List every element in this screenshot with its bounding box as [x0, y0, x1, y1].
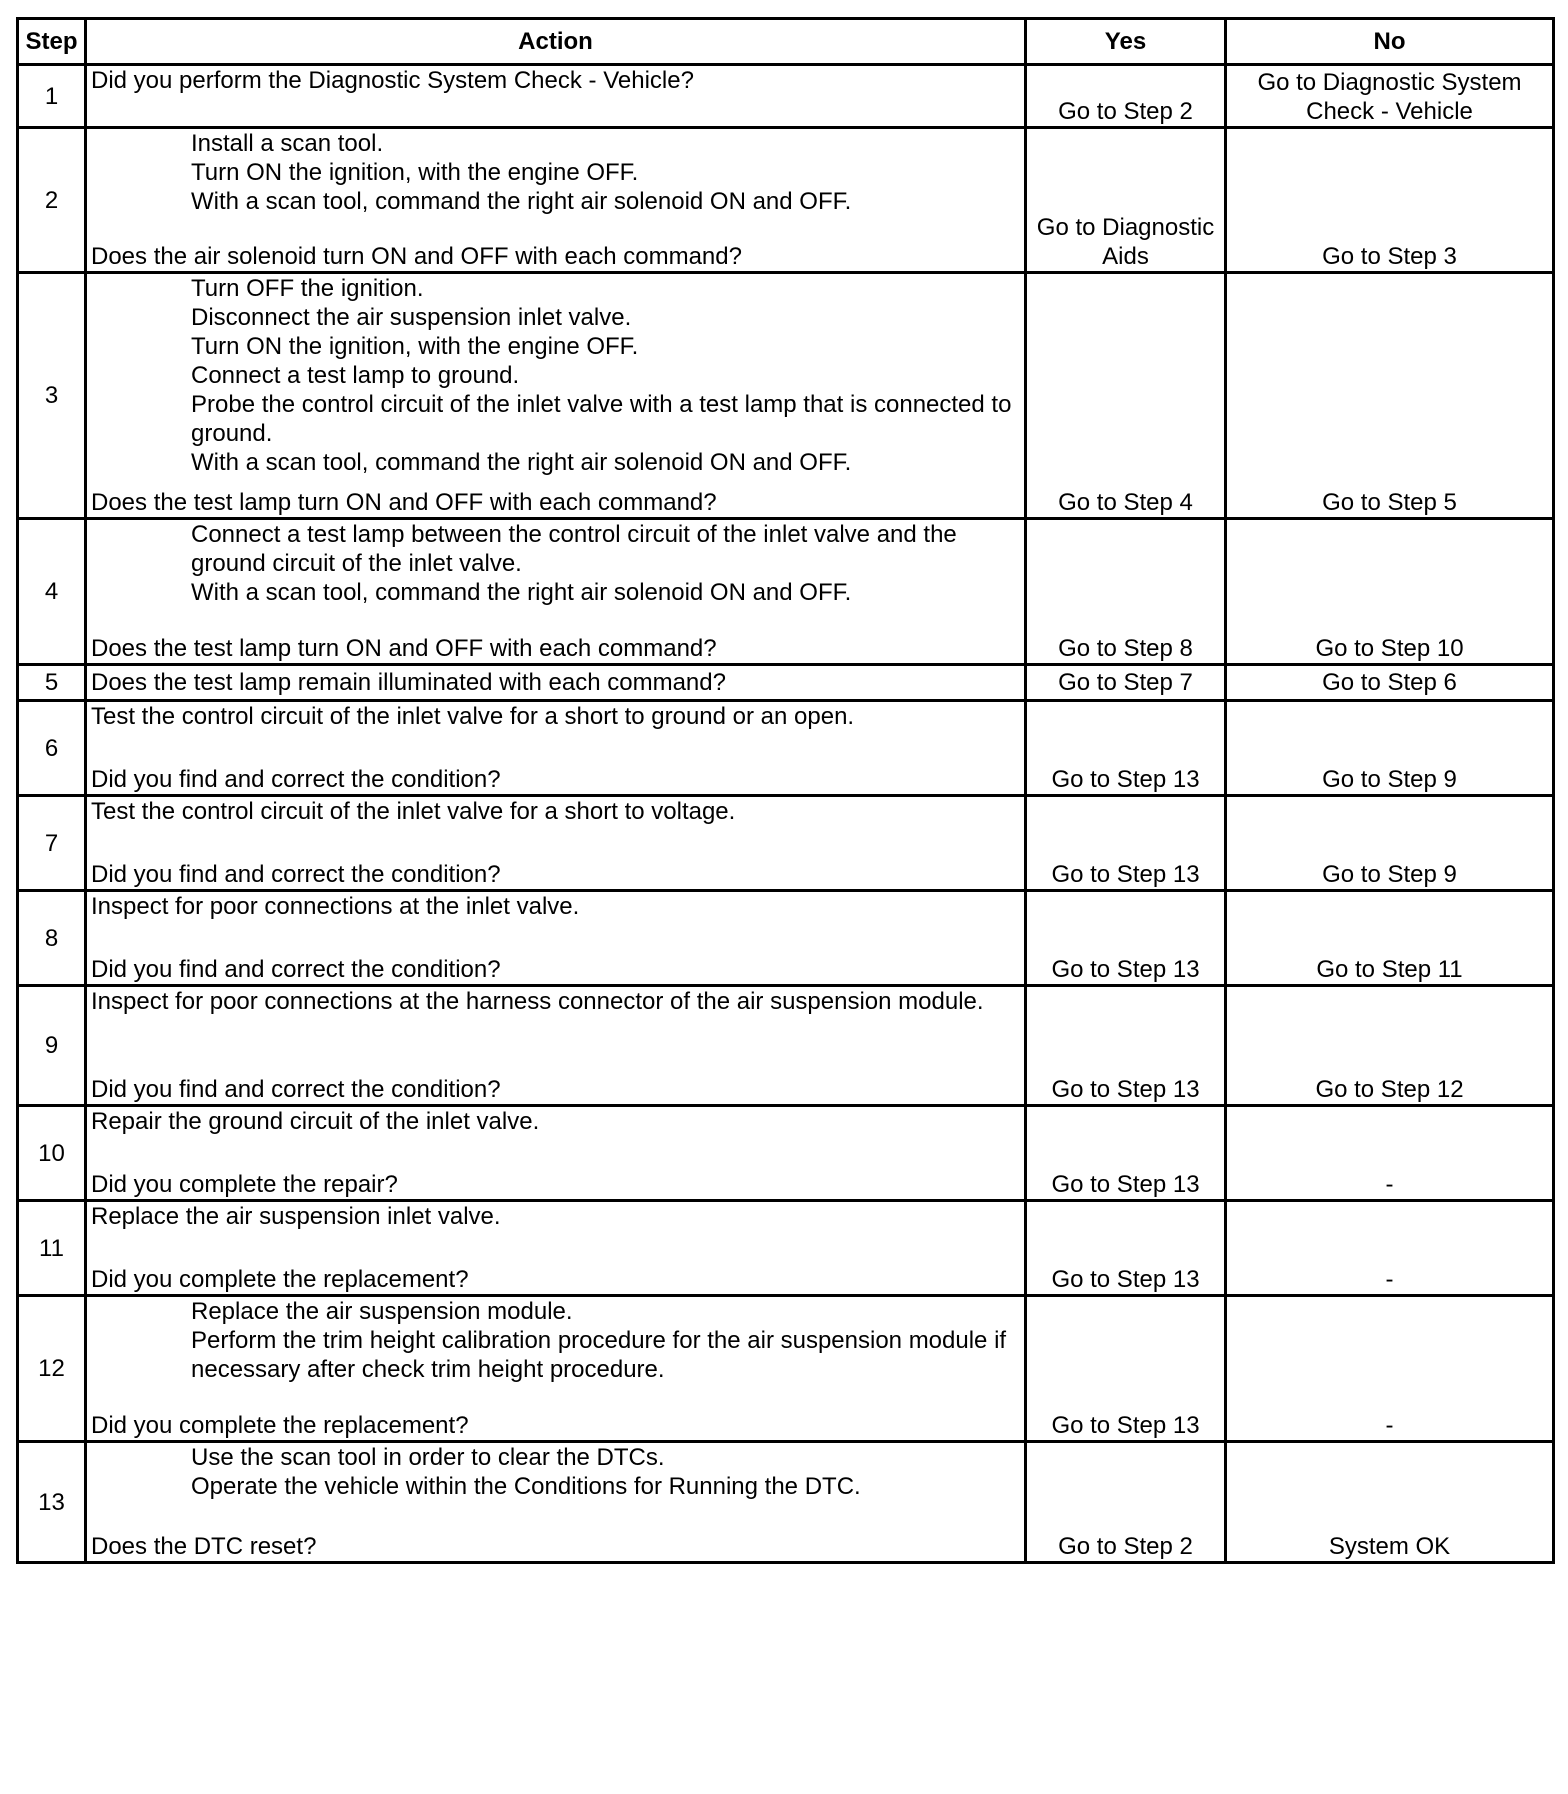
- yes-result: Go to Step 2: [1026, 65, 1226, 128]
- action-content: [91, 129, 1020, 271]
- action-cell: [86, 273, 1026, 519]
- table-row: [18, 65, 1554, 128]
- step-number: 12: [18, 1296, 86, 1442]
- no-result: Go to Step 5: [1226, 273, 1554, 519]
- table-row: [18, 519, 1554, 665]
- instruction-item: With a scan tool, command the right air solenoid ON and OFF.: [191, 188, 852, 215]
- action-intro-text: Test the control circuit of the inlet valve for a short to ground or an open.: [91, 703, 855, 730]
- no-result: -: [1226, 1201, 1554, 1296]
- action-content: [91, 666, 1020, 699]
- no-result: Go to Step 10: [1226, 519, 1554, 665]
- table-row: [18, 273, 1554, 519]
- step-number: 2: [18, 128, 86, 273]
- action-content: [91, 274, 1020, 517]
- instruction-item: Use the scan tool in order to clear the DTCs.: [191, 1444, 665, 1471]
- action-question: Does the air solenoid turn ON and OFF with each command?: [91, 243, 742, 270]
- action-question: Did you perform the Diagnostic System Check - Vehicle?: [91, 67, 694, 94]
- instruction-list: [91, 129, 1020, 216]
- action-question: Did you find and correct the condition?: [91, 766, 501, 793]
- action-cell: [86, 519, 1026, 665]
- no-result: -: [1226, 1106, 1554, 1201]
- action-cell: [86, 65, 1026, 128]
- no-result: Go to Step 11: [1226, 891, 1554, 986]
- no-result: Go to Step 12: [1226, 986, 1554, 1106]
- no-result: -: [1226, 1296, 1554, 1442]
- instruction-item: Turn ON the ignition, with the engine OFF.: [191, 333, 639, 360]
- table-row: [18, 1106, 1554, 1201]
- no-result: Go to Step 6: [1226, 665, 1554, 701]
- step-number: 3: [18, 273, 86, 519]
- action-cell: [86, 1106, 1026, 1201]
- step-number: 11: [18, 1201, 86, 1296]
- instruction-item: Connect a test lamp to ground.: [191, 362, 520, 389]
- action-top: [91, 1297, 1020, 1384]
- action-top: [91, 1107, 1020, 1136]
- action-question: Did you find and correct the condition?: [91, 956, 501, 983]
- step-number: 1: [18, 65, 86, 128]
- yes-result: Go to Step 4: [1026, 273, 1226, 519]
- action-top: [91, 129, 1020, 216]
- table-body: [18, 65, 1554, 1563]
- action-cell: [86, 796, 1026, 891]
- instruction-item: With a scan tool, command the right air solenoid ON and OFF.: [191, 449, 852, 476]
- action-top: [91, 1202, 1020, 1231]
- action-question: Did you complete the replacement?: [91, 1266, 469, 1293]
- action-intro-text: Replace the air suspension inlet valve.: [91, 1203, 501, 1230]
- step-number: 9: [18, 986, 86, 1106]
- action-content: [91, 1107, 1020, 1199]
- action-question: Did you find and correct the condition?: [91, 861, 501, 888]
- table-row: [18, 1201, 1554, 1296]
- instruction-item: Replace the air suspension module.: [191, 1298, 573, 1325]
- header-yes: Yes: [1026, 19, 1226, 65]
- action-question: Does the DTC reset?: [91, 1533, 317, 1560]
- action-cell: [86, 1442, 1026, 1563]
- action-top: [91, 274, 1020, 477]
- no-result: System OK: [1226, 1442, 1554, 1563]
- table-row: [18, 665, 1554, 701]
- header-step: Step: [18, 19, 86, 65]
- instruction-item: Probe the control circuit of the inlet valve with a test lamp that is connected to ground.: [191, 391, 1012, 447]
- yes-result: Go to Step 2: [1026, 1442, 1226, 1563]
- action-top: [91, 702, 1020, 731]
- instruction-item: Perform the trim height calibration procedure for the air suspension module if necessary after check trim height procedure.: [191, 1327, 1007, 1383]
- action-content: [91, 702, 1020, 794]
- action-question: Did you complete the replacement?: [91, 1412, 469, 1439]
- table-row: [18, 986, 1554, 1106]
- action-question: Did you complete the repair?: [91, 1171, 398, 1198]
- table-row: [18, 1442, 1554, 1563]
- instruction-list: [91, 520, 1020, 607]
- yes-result: Go to Step 13: [1026, 1106, 1226, 1201]
- step-number: 8: [18, 891, 86, 986]
- step-number: 13: [18, 1442, 86, 1563]
- instruction-item: With a scan tool, command the right air solenoid ON and OFF.: [191, 579, 852, 606]
- no-result: Go to Step 3: [1226, 128, 1554, 273]
- action-intro-text: Inspect for poor connections at the inlet valve.: [91, 893, 580, 920]
- diagnostic-procedure-table: [16, 17, 1555, 1564]
- table-row: [18, 701, 1554, 796]
- action-top: [91, 892, 1020, 921]
- header-action: Action: [86, 19, 1026, 65]
- action-cell: [86, 128, 1026, 273]
- table-row: [18, 891, 1554, 986]
- action-question: Did you find and correct the condition?: [91, 1076, 501, 1103]
- action-top: [91, 797, 1020, 826]
- action-content: [91, 520, 1020, 663]
- action-question: Does the test lamp turn ON and OFF with each command?: [91, 635, 717, 662]
- instruction-item: Turn ON the ignition, with the engine OFF.: [191, 159, 639, 186]
- action-content: [91, 1297, 1020, 1440]
- instruction-item: Operate the vehicle within the Conditions for Running the DTC.: [191, 1473, 861, 1500]
- no-result: Go to Diagnostic System Check - Vehicle: [1226, 65, 1554, 128]
- action-content: [91, 797, 1020, 889]
- no-result: Go to Step 9: [1226, 796, 1554, 891]
- action-intro-text: Test the control circuit of the inlet valve for a short to voltage.: [91, 798, 736, 825]
- yes-result: Go to Step 13: [1026, 701, 1226, 796]
- instruction-item: Disconnect the air suspension inlet valve.: [191, 304, 632, 331]
- yes-result: Go to Diagnostic Aids: [1026, 128, 1226, 273]
- instruction-list: [91, 1297, 1020, 1384]
- step-number: 5: [18, 665, 86, 701]
- yes-result: Go to Step 13: [1026, 796, 1226, 891]
- yes-result: Go to Step 8: [1026, 519, 1226, 665]
- step-number: 4: [18, 519, 86, 665]
- no-result: Go to Step 9: [1226, 701, 1554, 796]
- instruction-list: [91, 274, 1020, 477]
- action-content: [91, 1202, 1020, 1294]
- yes-result: Go to Step 13: [1026, 891, 1226, 986]
- action-intro-text: Repair the ground circuit of the inlet valve.: [91, 1108, 540, 1135]
- yes-result: Go to Step 7: [1026, 665, 1226, 701]
- action-question: Does the test lamp remain illuminated with each command?: [91, 669, 726, 696]
- action-cell: [86, 1296, 1026, 1442]
- step-number: 6: [18, 701, 86, 796]
- step-number: 10: [18, 1106, 86, 1201]
- instruction-item: Install a scan tool.: [191, 130, 384, 157]
- action-content: [91, 892, 1020, 984]
- yes-result: Go to Step 13: [1026, 986, 1226, 1106]
- action-top: [91, 1443, 1020, 1501]
- table-row: [18, 128, 1554, 273]
- action-top: [91, 987, 1020, 1016]
- header-no: No: [1226, 19, 1554, 65]
- action-intro-text: Inspect for poor connections at the harness connector of the air suspension module.: [91, 988, 984, 1015]
- action-content: [91, 1443, 1020, 1561]
- yes-result: Go to Step 13: [1026, 1201, 1226, 1296]
- action-cell: [86, 701, 1026, 796]
- action-cell: [86, 665, 1026, 701]
- instruction-list: [91, 1443, 1020, 1501]
- action-content: [91, 987, 1020, 1104]
- action-cell: [86, 891, 1026, 986]
- action-content: [91, 66, 1020, 126]
- table-row: [18, 1296, 1554, 1442]
- step-number: 7: [18, 796, 86, 891]
- action-cell: [86, 1201, 1026, 1296]
- action-question: Does the test lamp turn ON and OFF with each command?: [91, 489, 717, 516]
- instruction-item: Connect a test lamp between the control circuit of the inlet valve and the ground circuit of the inlet valve.: [191, 521, 957, 577]
- header-row: [18, 19, 1554, 65]
- yes-result: Go to Step 13: [1026, 1296, 1226, 1442]
- instruction-item: Turn OFF the ignition.: [191, 275, 424, 302]
- action-top: [91, 520, 1020, 607]
- action-cell: [86, 986, 1026, 1106]
- table-row: [18, 796, 1554, 891]
